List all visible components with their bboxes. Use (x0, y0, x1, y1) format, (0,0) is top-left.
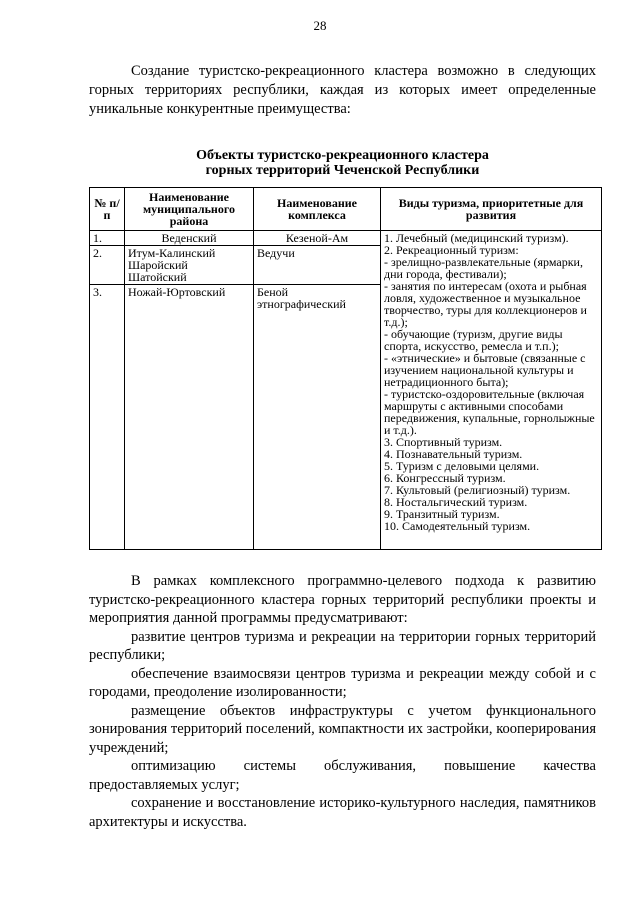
table-row (90, 231, 602, 246)
tourism-type-item: 1. Лечебный (медицинский туризм). (384, 231, 569, 245)
district-cell (125, 285, 254, 550)
tourism-type-item: - обучающие (туризм, другие виды спорта, искусство, ремесла и т.п.); (384, 327, 563, 353)
tourism-type-item: 6. Конгрессный туризм. (384, 471, 506, 485)
header-complex: Наименование комплекса (254, 188, 381, 231)
header-district: Наименование муниципального района (125, 188, 254, 231)
tourism-type-item: - зрелищно-развлекательные (ярмарки, дни города, фестивали); (384, 255, 583, 281)
tourism-type-item: 7. Культовый (религиозный) туризм. (384, 483, 571, 497)
table-title (89, 148, 596, 178)
body-paragraph: сохранение и восстановление историко-культурного наследия, памятников архитектуры и искусства. (89, 795, 596, 830)
header-tourism-types: Виды туризма, приоритетные для развития (381, 188, 602, 231)
district-name: Итум-Калинский (128, 246, 216, 260)
complex-cell: Кезеной-Ам (254, 231, 381, 246)
body-paragraph: развитие центров туризма и рекреации на территории горных территорий республики; (89, 628, 596, 663)
district-name: Шаройский (128, 258, 188, 272)
district-name: Шатойский (128, 270, 187, 284)
tourism-type-item: 5. Туризм с деловыми целями. (384, 459, 540, 473)
tourism-type-item: 2. Рекреационный туризм: (384, 243, 519, 257)
tourism-type-item: 4. Познавательный туризм. (384, 447, 523, 461)
body-paragraph: обеспечение взаимосвязи центров туризма и рекреации между собой и с городами, преодоление изолированности; (89, 665, 596, 700)
tourism-type-item: - туристско-оздоровительные (включая маршруты с активными способами передвижения, купальные, горнолыжные и т.д.). (384, 387, 595, 437)
tourism-type-item: 3. Спортивный туризм. (384, 435, 503, 449)
row-number: 3. (90, 285, 125, 550)
table-title-line-2: горных территорий Чеченской Республики (205, 163, 480, 178)
district-name: Веденский (161, 231, 217, 245)
body-paragraph: В рамках комплексного программно-целевого подхода к развитию туристско-рекреационного кластера горных территорий республики проекты и мероприятия данной программы предусматривают: (89, 573, 596, 626)
tourism-type-item: 10. Самодеятельный туризм. (384, 519, 531, 533)
intro-text (89, 62, 596, 119)
tourism-type-item: 9. Транзитный туризм. (384, 507, 500, 521)
district-cell (125, 231, 254, 246)
tourism-objects-table (89, 187, 602, 550)
complex-cell: Беной этнографический (254, 285, 381, 550)
tourism-type-item: - «этнические» и бытовые (связанные с изучением национальной культуры и нетрадиционного быта); (384, 351, 586, 389)
body-paragraph: оптимизацию системы обслуживания, повышение качества предоставляемых услуг; (89, 758, 596, 793)
tourism-types-cell (381, 231, 602, 550)
table-title-line-1: Объекты туристско-рекреационного кластера (196, 148, 489, 163)
district-cell (125, 246, 254, 285)
table-header-row (90, 188, 602, 231)
body-paragraph: размещение объектов инфраструктуры с учетом функционального зонирования территорий поселений, компактности их застройки, кооперирования учреждений; (89, 702, 596, 756)
tourism-type-item: - занятия по интересам (охота и рыбная ловля, художественное и музыкальное творчество, туры для коллекционеров и т.д.); (384, 279, 587, 329)
row-number: 1. (90, 231, 125, 246)
body-text (89, 572, 596, 831)
complex-cell: Ведучи (254, 246, 381, 285)
page-number: 28 (313, 18, 327, 33)
intro-paragraph: Создание туристско-рекреационного кластера возможно в следующих горных территориях республики, каждая из которых имеет определенные уникальные конкурентные преимущества: (89, 63, 596, 117)
tourism-type-item: 8. Ностальгический туризм. (384, 495, 528, 509)
district-name: Ножай-Юртовский (128, 285, 226, 299)
header-number: № п/п (90, 188, 125, 231)
row-number: 2. (90, 246, 125, 285)
